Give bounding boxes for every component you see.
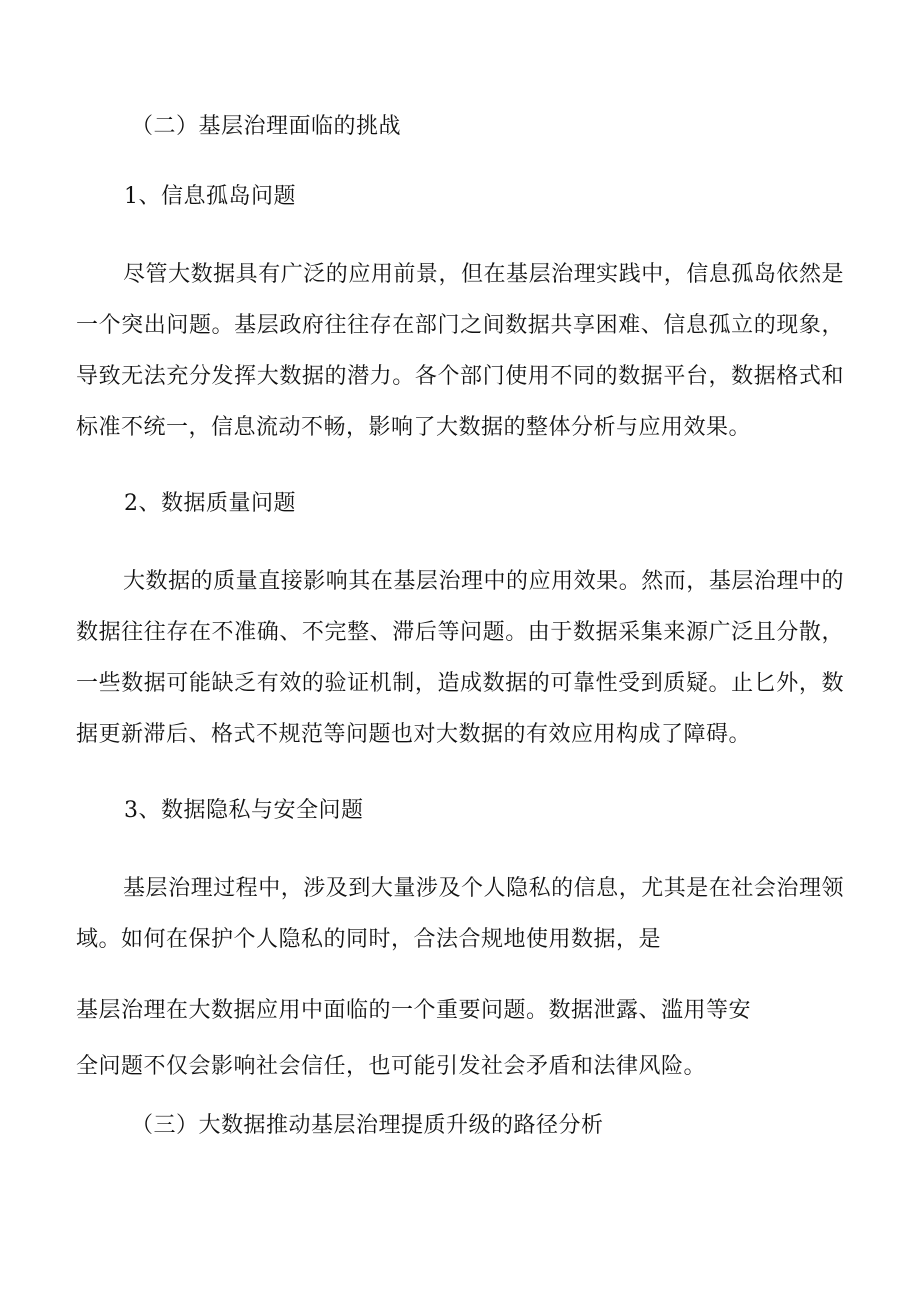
item-3-paragraph-line-2: 基层治理在大数据应用中面临的一个重要问题。数据泄露、滥用等安 bbox=[76, 998, 752, 1023]
item-1-heading: 1、信息孤岛问题 bbox=[124, 184, 296, 209]
item-3-paragraph: 基层治理过程中，涉及到大量涉及个人隐私的信息，尤其是在社会治理领域。如何在保护个人隐私的同时，合法合规地使用数据，是 bbox=[76, 876, 844, 952]
item-2-paragraph: 大数据的质量直接影响其在基层治理中的应用效果。然而，基层治理中的数据往往存在不准确、不完整、滞后等问题。由于数据采集来源广泛且分散，一些数据可能缺乏有效的验证机制，造成数据的可靠性受到质疑。止匕外，数据更新滞后、格式不规范等问题也对大数据的有效应用构成了障碍。 bbox=[76, 569, 844, 747]
item-3-paragraph-line-3: 全问题不仅会影响社会信任，也可能引发社会矛盾和法律风险。 bbox=[76, 1054, 707, 1079]
item-3-heading: 3、数据隐私与安全问题 bbox=[124, 798, 364, 823]
section-3-heading: （三）大数据推动基层治理提质升级的路径分析 bbox=[131, 1113, 604, 1138]
item-1-paragraph: 尽管大数据具有广泛的应用前景，但在基层治理实践中，信息孤岛依然是一个突出问题。基层政府往往存在部门之间数据共享困难、信息孤立的现象，导致无法充分发挥大数据的潜力。各个部门使用不同的数据平台，数据格式和标准不统一，信息流动不畅，影响了大数据的整体分析与应用效果。 bbox=[76, 262, 844, 440]
item-2-heading: 2、数据质量问题 bbox=[124, 491, 296, 516]
section-2-heading: （二）基层治理面临的挑战 bbox=[131, 114, 402, 139]
